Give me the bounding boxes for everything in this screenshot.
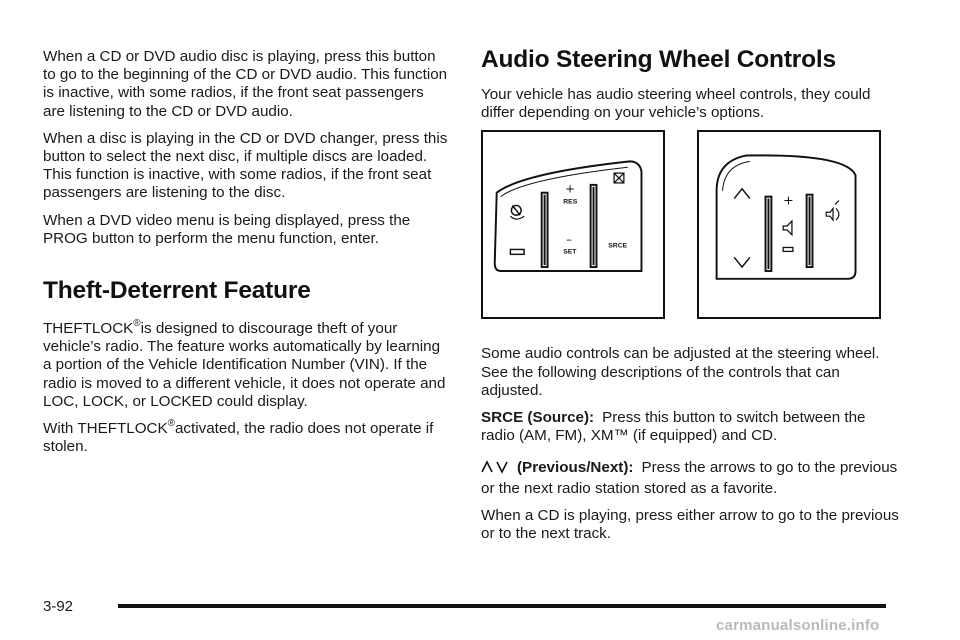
previous-next-term: (Previous/Next):	[517, 459, 634, 477]
previous-next-description: Press the arrows to go to the previous or the next radio station stored as a favorite.	[481, 459, 898, 497]
paragraph-theftlock-activated	[43, 420, 448, 456]
theftlock-activated-rest: activated, the radio does not operate if stolen.	[43, 420, 434, 456]
left-column	[43, 0, 448, 456]
next-arrow-icon	[734, 258, 750, 268]
paragraph-srce	[481, 409, 901, 445]
previous-arrow-icon	[734, 189, 750, 199]
plus-icon: +	[565, 182, 576, 197]
minus-icon: –	[566, 232, 573, 247]
watermark-text: carmanualsonline.info	[716, 617, 880, 634]
srce-description: Press this button to switch between the radio (AM, FM), XM™ (if equipped) and CD.	[481, 409, 866, 445]
voice-recognition-icon	[510, 206, 524, 220]
set-label: SET	[563, 248, 577, 256]
left-steering-controls-figure	[481, 130, 665, 319]
registered-mark-2: ®	[167, 418, 175, 430]
paragraph-cd-dvd-beginning: When a CD or DVD audio disc is playing, press this button to go to the beginning of the CD or DVD audio. This function is inactive, with some radios, if the front seat passengers are listening to the CD or DVD audio.	[43, 48, 448, 120]
theftlock-description: is designed to discourage theft of your vehicle’s radio. The feature works automatically by learning a portion of the Vehicle Identification Number (VIN). If the radio is moved to a different vehicle, it does not operate and LOC, LOCK, or LOCKED could display.	[43, 320, 446, 410]
srce-label: SRCE	[608, 242, 628, 250]
heading-audio-steering-controls: Audio Steering Wheel Controls	[481, 46, 836, 73]
right-controls-drawing	[699, 132, 879, 317]
steering-controls-illustrations	[481, 130, 901, 325]
paragraph-adjust-at-wheel: Some audio controls can be adjusted at the steering wheel. See the following descriptions of the controls that can adjusted.	[481, 345, 880, 399]
theftlock-word: THEFTLOCK	[43, 320, 134, 338]
page-number: 3-92	[43, 598, 74, 615]
theftlock-activated-start: With THEFTLOCK	[43, 420, 168, 438]
paragraph-previous-next	[481, 459, 901, 497]
right-steering-controls-figure	[697, 130, 881, 319]
speaker-icon	[783, 221, 792, 235]
volume-minus-icon	[783, 248, 793, 252]
right-column	[481, 0, 901, 543]
volume-plus-icon: +	[783, 192, 794, 208]
paragraph-dvd-menu: When a DVD video menu is being displayed, press the PROG button to perform the menu function, enter.	[43, 211, 411, 247]
mute-icon	[614, 174, 624, 184]
res-label: RES	[563, 198, 578, 206]
registered-mark: ®	[133, 318, 141, 330]
paragraph-theftlock	[43, 320, 448, 411]
voice-command-icon	[826, 201, 839, 221]
minus-bar-icon	[510, 250, 524, 255]
up-down-arrows-icon	[481, 460, 509, 479]
paragraph-intro: Your vehicle has audio steering wheel controls, they could differ depending on your vehicle’s options.	[481, 86, 871, 122]
left-controls-drawing	[483, 132, 663, 317]
footer-rule	[118, 604, 886, 608]
paragraph-cd-track: When a CD is playing, press either arrow to go to the previous or to the next track.	[481, 506, 899, 543]
heading-theft-deterrent: Theft-Deterrent Feature	[43, 277, 311, 305]
paragraph-next-disc: When a disc is playing in the CD or DVD changer, press this button to select the next disc, if multiple discs are loaded. This function is inactive, with some radios, if the front seat passengers are listening to the disc.	[43, 129, 448, 202]
srce-term: SRCE (Source):	[481, 409, 595, 427]
